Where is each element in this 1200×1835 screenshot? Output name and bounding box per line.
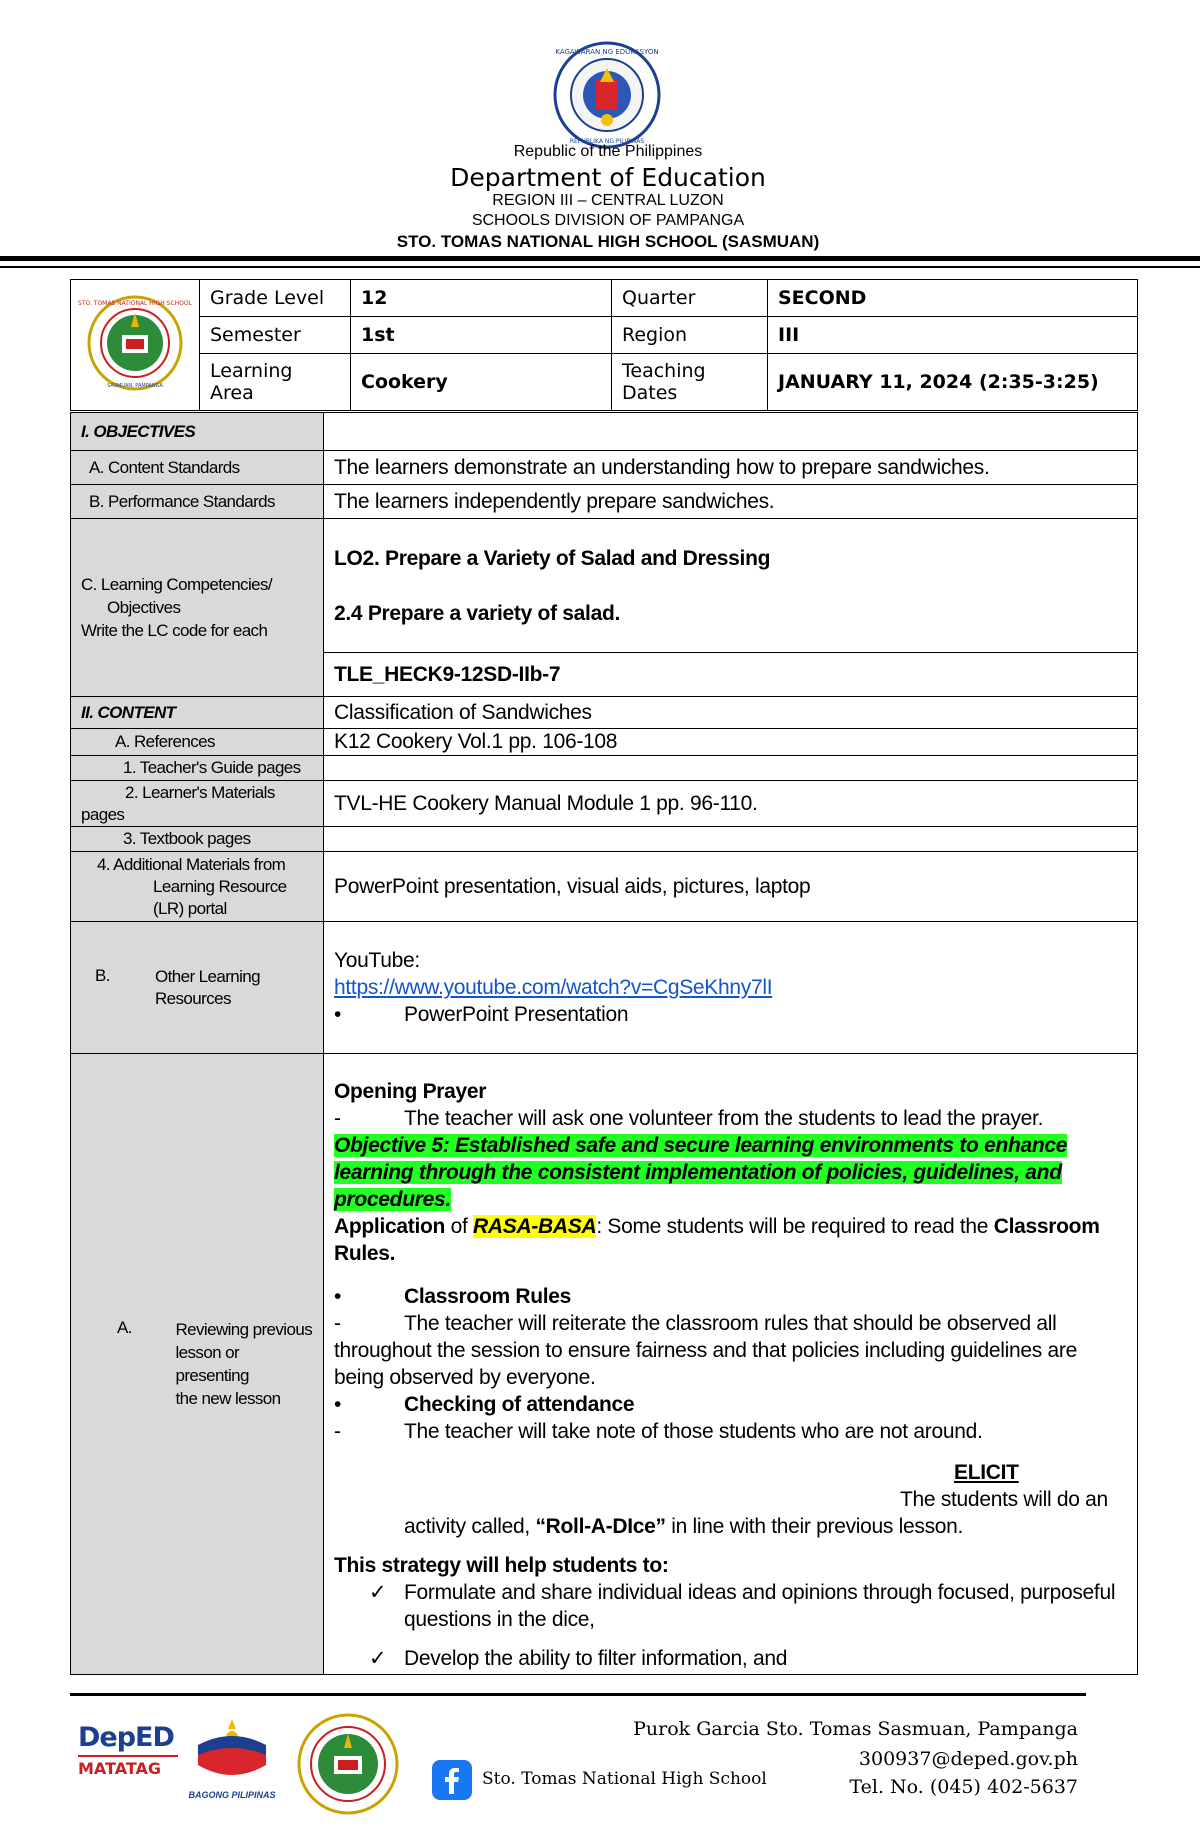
opening-prayer-heading: Opening Prayer — [334, 1080, 487, 1103]
school-name: STO. TOMAS NATIONAL HIGH SCHOOL (SASMUAN) — [396, 232, 820, 251]
procedure-label-line2: Reviewing previous — [175, 1320, 313, 1339]
references-value: K12 Cookery Vol.1 pp. 106-108 — [324, 729, 1138, 756]
objective-5-highlight: Objective 5: Established safe and secure learning environments to enhance learning through the consistent implementation of policies, guidelines, and procedures. — [334, 1134, 1068, 1211]
add-label-line2: Learning Resource — [153, 876, 287, 896]
header-rule-thin — [0, 266, 1200, 268]
lm-label-line1: 2. Learner's Materials — [125, 782, 275, 802]
content-standards-value: The learners demonstrate an understanding how to prepare sandwiches. — [324, 451, 1138, 485]
lc-line2: 2.4 Prepare a variety of salad. — [334, 601, 621, 625]
info-table — [70, 279, 1138, 411]
prayer-dash: - — [334, 1107, 341, 1130]
procedure-label-letter: A. — [117, 1318, 132, 1337]
classroom-rules-heading: Classroom Rules — [404, 1285, 572, 1308]
attendance-text: The teacher will take note of those students who are not around. — [404, 1420, 983, 1443]
semester-label: Semester — [200, 317, 351, 354]
rules-dash: - — [334, 1312, 341, 1335]
division-label: SCHOOLS DIVISION OF PAMPANGA — [471, 212, 745, 229]
additional-materials-label — [71, 852, 324, 922]
other-label-line2: Other Learning — [155, 966, 261, 986]
youtube-label: YouTube: — [334, 949, 420, 972]
learners-materials-label — [71, 781, 324, 827]
strategy-item-2: Develop the ability to filter information, and — [404, 1647, 788, 1670]
grade-level-label: Grade Level — [200, 280, 351, 317]
textbook-label: 3. Textbook pages — [71, 827, 324, 852]
region-label-cell: Region — [612, 317, 768, 354]
school-address: Purok Garcia Sto. Tomas Sasmuan, Pampanga — [633, 1718, 1078, 1740]
add-label-line3: (LR) portal — [153, 898, 227, 918]
deped-logo-text: DepED — [78, 1722, 174, 1753]
elicit-text-2a: activity called, — [404, 1515, 536, 1538]
content-heading: II. CONTENT — [71, 697, 324, 729]
school-logo-cell — [71, 280, 200, 411]
strategy-heading: This strategy will help students to: — [334, 1554, 669, 1577]
procedure-label-line4: the new lesson — [175, 1389, 281, 1408]
teachers-guide-value — [324, 756, 1138, 781]
bagong-pilipinas-text: BAGONG PILIPINAS — [188, 1790, 276, 1800]
prayer-text: The teacher will ask one volunteer from the students to lead the prayer. — [404, 1107, 1044, 1130]
rasa-basa-highlight: RASA-BASA — [473, 1215, 597, 1238]
procedure-label — [71, 1054, 324, 1675]
add-label-line1: 4. Additional Materials from — [97, 854, 286, 874]
performance-standards-value: The learners independently prepare sandwiches. — [324, 485, 1138, 519]
teaching-dates-label: Teaching Dates — [612, 354, 768, 411]
other-bullet-text: PowerPoint Presentation — [404, 1003, 629, 1026]
lesson-plan-table — [70, 412, 1138, 1675]
other-label-letter: B. — [95, 965, 110, 985]
facebook-page-name[interactable]: Sto. Tomas National High School — [482, 1769, 767, 1789]
youtube-link[interactable]: https://www.youtube.com/watch?v=CgSeKhny7lI — [334, 976, 773, 999]
performance-standards-label: B. Performance Standards — [71, 485, 324, 519]
attendance-heading: Checking of attendance — [404, 1393, 635, 1416]
facebook-icon[interactable] — [432, 1760, 472, 1800]
header-rule-thick — [0, 256, 1200, 261]
other-label-line3: Resources — [155, 988, 231, 1008]
learning-competencies-value — [324, 519, 1138, 653]
other-resources-value — [324, 922, 1138, 1054]
classroom-rules-text: The teacher will reiterate the classroom rules that should be observed all throughout the session to ensure fairness and that policies including guidelines are being observed by everyone. — [334, 1312, 1077, 1389]
classroom-rules-bold: Classroom Rules. — [334, 1215, 1100, 1265]
application-word: Application — [334, 1215, 446, 1238]
objectives-heading: I. OBJECTIVES — [71, 413, 324, 451]
additional-materials-value: PowerPoint presentation, visual aids, pictures, laptop — [324, 852, 1138, 922]
procedure-content — [324, 1054, 1138, 1675]
other-bullet-symbol: • — [334, 1003, 342, 1026]
objectives-blank — [324, 413, 1138, 451]
rules-bullet: • — [334, 1285, 342, 1308]
learning-competencies-label — [71, 519, 324, 697]
content-topic: Classification of Sandwiches — [324, 697, 1138, 729]
quarter-value: SECOND — [768, 280, 1138, 317]
roll-a-dice: “Roll-A-DIce” — [535, 1515, 666, 1538]
teachers-guide-label: 1. Teacher's Guide pages — [71, 756, 324, 781]
grade-level-value: 12 — [351, 280, 612, 317]
references-label: A. References — [71, 729, 324, 756]
other-resources-label — [71, 922, 324, 1054]
of-word: of — [445, 1215, 474, 1238]
check-icon: ✓ — [369, 1581, 387, 1604]
teaching-dates-value: JANUARY 11, 2024 (2:35-3:25) — [768, 354, 1138, 411]
content-standards-label: A. Content Standards — [71, 451, 324, 485]
bagong-pilipinas-icon — [192, 1715, 272, 1785]
deped-matatag-logo — [78, 1722, 178, 1802]
application-rest: : Some students will be required to read the — [596, 1215, 994, 1238]
republic-label: Republic of the Philippines — [513, 143, 703, 160]
quarter-label: Quarter — [612, 280, 768, 317]
learning-area-label: Learning Area — [200, 354, 351, 411]
school-email[interactable]: 300937@deped.gov.ph — [858, 1748, 1078, 1770]
textbook-value — [324, 827, 1138, 852]
deped-seal-logo — [552, 40, 662, 150]
school-footer-logo — [296, 1712, 400, 1816]
region-value: III — [768, 317, 1138, 354]
seal-text: KAGAWARAN NG EDUKASYON — [555, 48, 659, 56]
elicit-heading: ELICIT — [954, 1461, 1019, 1484]
elicit-text-line1: The students will do an — [900, 1488, 1108, 1511]
elicit-text-2c: in line with their previous lesson. — [665, 1515, 964, 1538]
department-label: Department of Education — [450, 163, 766, 192]
footer-rule — [70, 1693, 1086, 1696]
strategy-item-1: Formulate and share individual ideas and opinions through focused, purposeful questions in the dice, — [404, 1581, 1116, 1631]
lc-line1: LO2. Prepare a Variety of Salad and Dressing — [334, 546, 771, 570]
check-icon: ✓ — [369, 1647, 387, 1670]
lc-code-value: TLE_HECK9-12SD-IIb-7 — [324, 653, 1138, 697]
semester-value: 1st — [351, 317, 612, 354]
seal-text-bottom: REPUBLIKA NG PILIPINAS — [569, 138, 645, 145]
bagong-pilipinas-logo — [186, 1715, 278, 1807]
school-logo-ring-text: STO. TOMAS NATIONAL HIGH SCHOOL — [78, 299, 192, 307]
lc-label-line1: C. Learning Competencies/ — [81, 575, 273, 594]
lm-label-line2: pages — [81, 804, 125, 824]
region-label: REGION III – CENTRAL LUZON — [492, 192, 724, 209]
school-logo-bottom-text: SASMUAN, PAMPANGA — [107, 382, 163, 389]
lc-label-line3: Write the LC code for each — [81, 621, 268, 640]
attendance-dash: - — [334, 1420, 341, 1443]
school-logo — [76, 293, 194, 393]
procedure-label-line3: lesson or presenting — [175, 1343, 249, 1385]
school-telephone: Tel. No. (045) 402-5637 — [849, 1776, 1078, 1798]
learning-area-value: Cookery — [351, 354, 612, 411]
learners-materials-value: TVL-HE Cookery Manual Module 1 pp. 96-110. — [324, 781, 1138, 827]
matatag-text: MATATAG — [78, 1759, 162, 1778]
attendance-bullet: • — [334, 1393, 342, 1416]
lc-label-line2: Objectives — [107, 598, 181, 617]
